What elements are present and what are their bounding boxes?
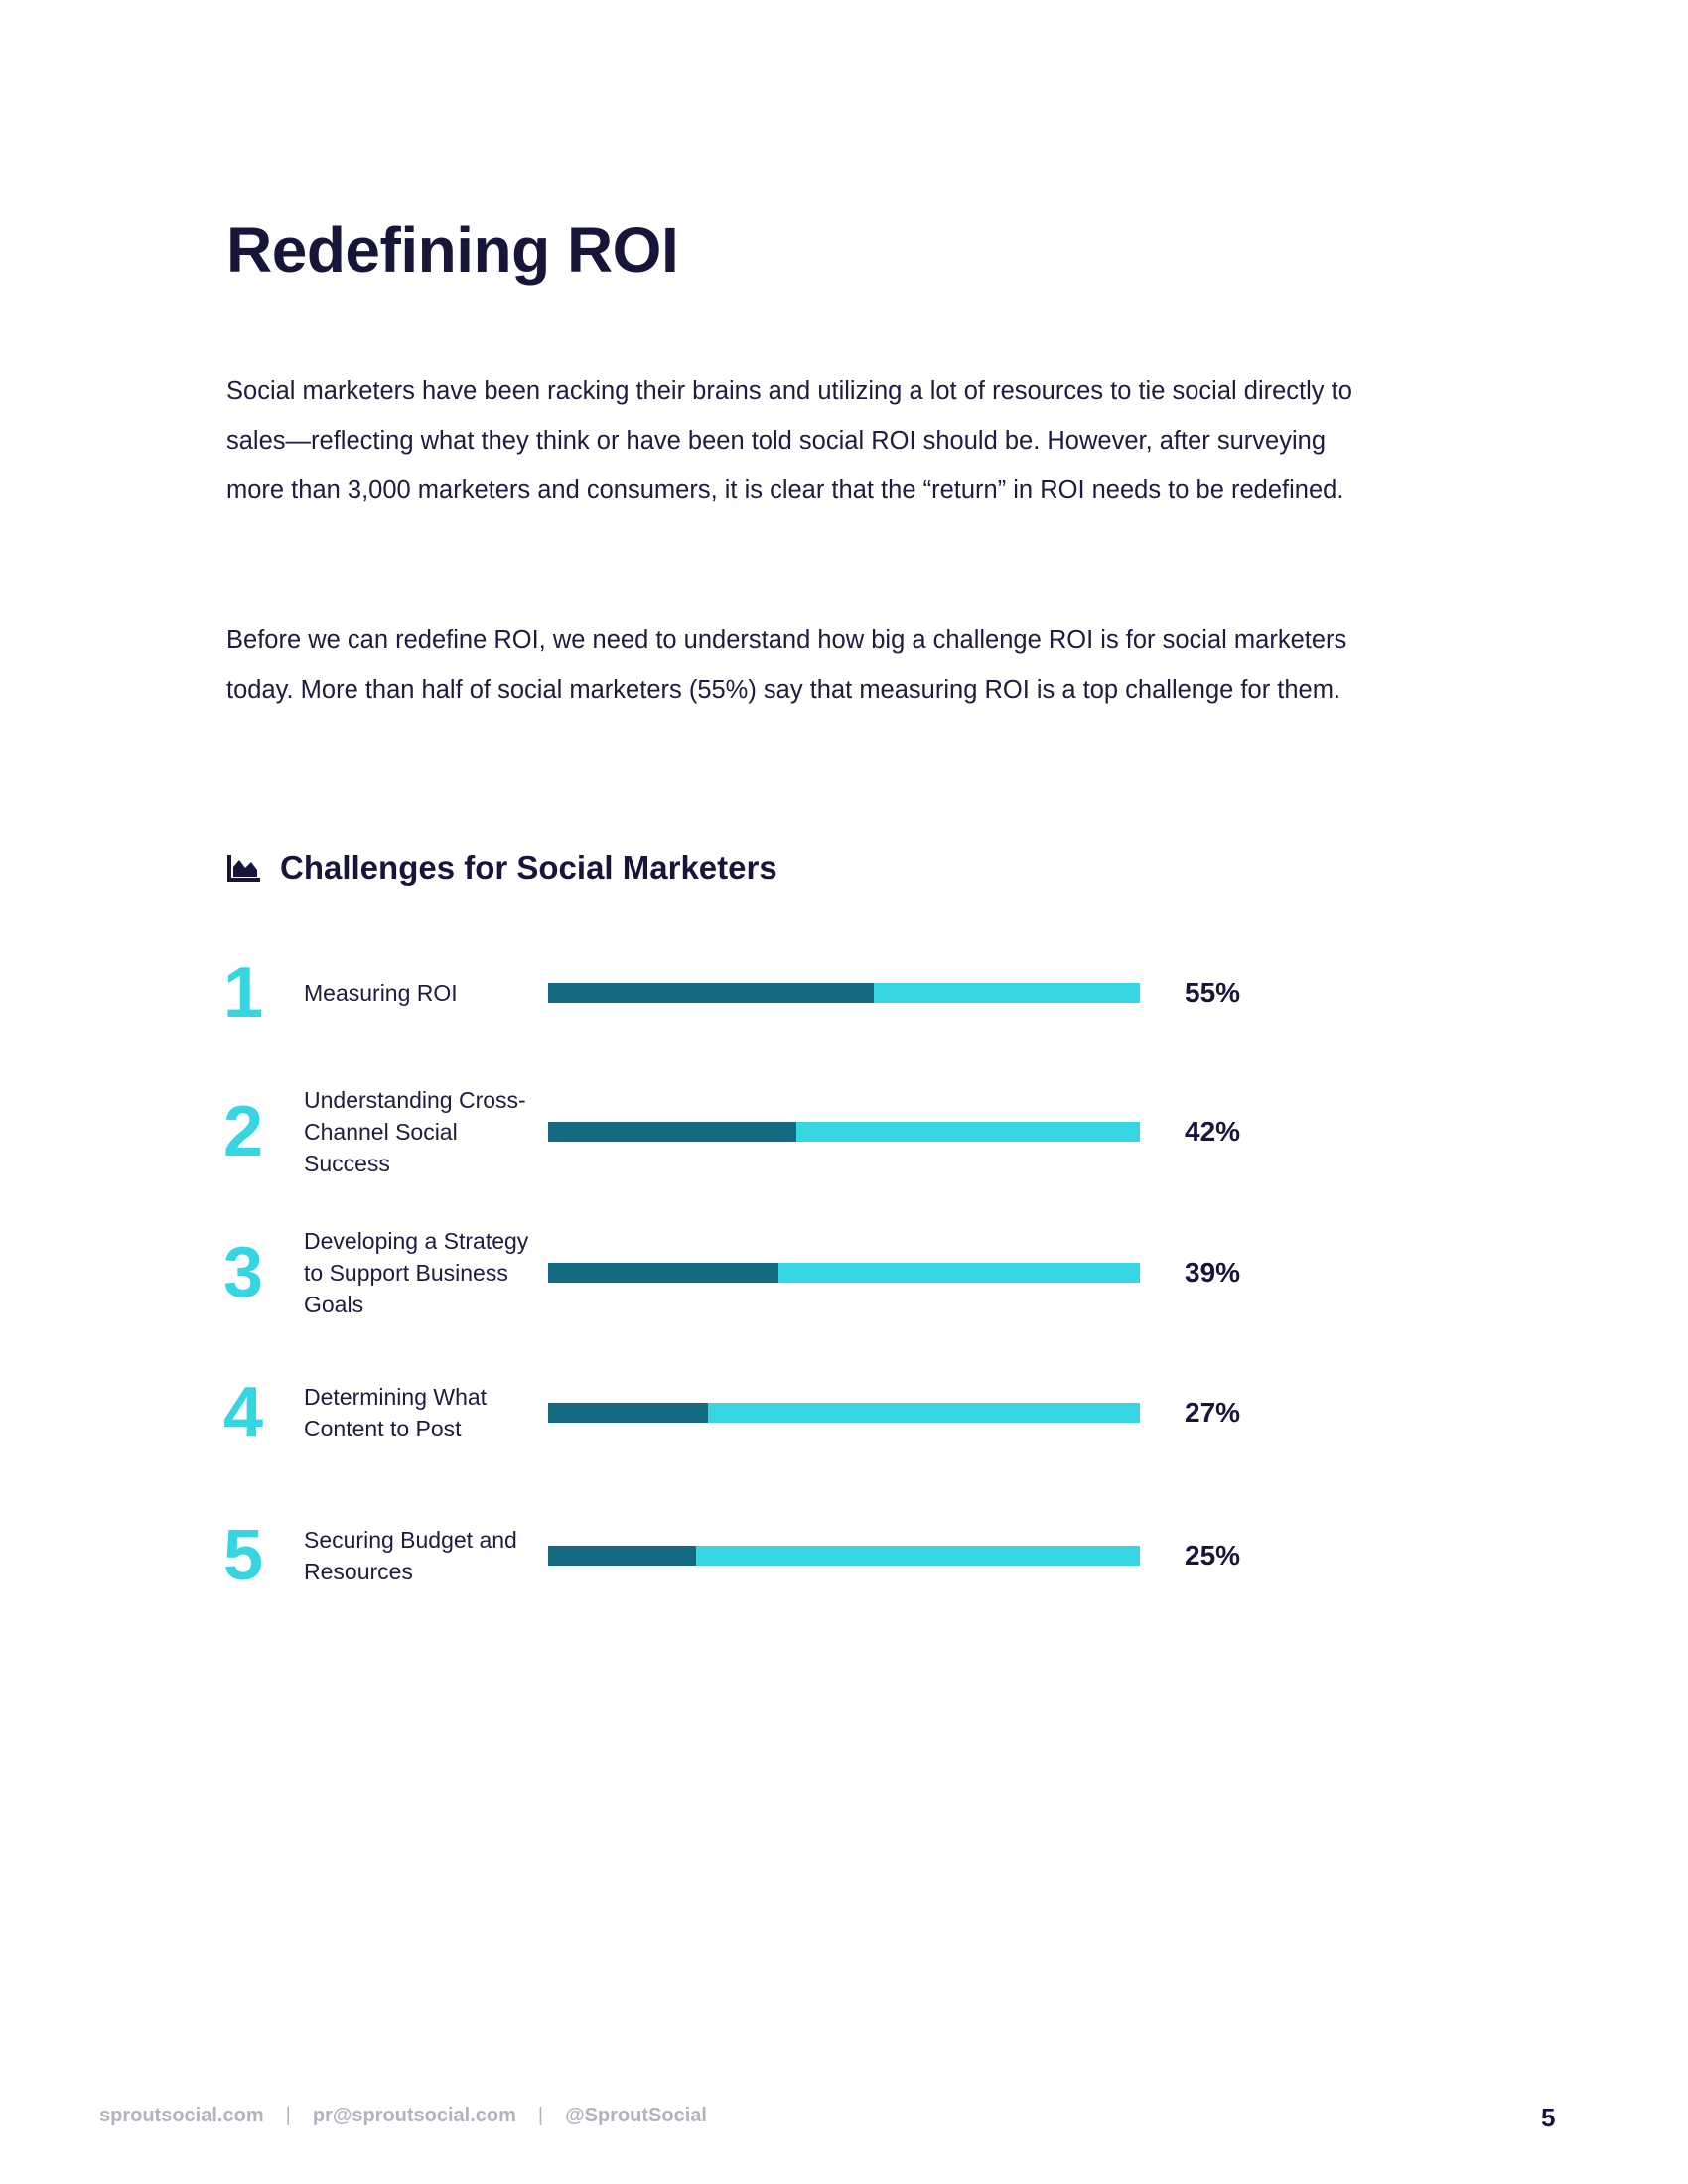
category-label: Understanding Cross-Channel Social Success — [304, 1087, 526, 1176]
rank-number: 5 — [223, 1516, 264, 1595]
intro-paragraph: Social marketers have been racking their brains and utilizing a lot of resources to tie social directly to sales—reflecting what they think or have been told social ROI should be. However, after surveying more than 3,000 marketers and consumers, it is clear that the “return” in ROI needs to be redefined. — [226, 377, 1352, 504]
footer-email-link[interactable]: pr@sproutsocial.com — [312, 2105, 516, 2126]
category-label: Securing Budget and Resources — [304, 1527, 517, 1584]
area-chart-icon — [226, 853, 262, 883]
footer-separator: | — [537, 2105, 544, 2126]
footer — [99, 2105, 707, 2127]
value-label: 55% — [1185, 977, 1241, 1008]
footer-separator: | — [285, 2105, 291, 2126]
bar-track — [548, 1403, 1140, 1423]
value-label: 25% — [1185, 1540, 1241, 1570]
value-label: 27% — [1185, 1397, 1241, 1428]
bar-value — [548, 1122, 796, 1142]
bar-value — [548, 1403, 708, 1423]
footer-social-handle-link[interactable]: @SproutSocial — [565, 2105, 707, 2126]
rank-number: 3 — [223, 1233, 264, 1312]
bar-track — [548, 983, 1140, 1003]
category-label: Developing a Strategy to Support Business Goals — [304, 1228, 529, 1317]
rank-number: 1 — [223, 953, 264, 1032]
category-label: Measuring ROI — [304, 980, 458, 1006]
chart-header — [226, 846, 777, 889]
chart-title: Challenges for Social Marketers — [280, 849, 777, 886]
bar-value — [548, 983, 874, 1003]
challenge-paragraph: Before we can redefine ROI, we need to understand how big a challenge ROI is for social marketers today. More than half of social marketers (55%) say that measuring ROI is a top challenge for them. — [226, 626, 1347, 704]
rank-number: 4 — [223, 1373, 264, 1452]
rank-number: 2 — [223, 1092, 264, 1171]
bar-track — [548, 1263, 1140, 1283]
bar-value — [548, 1263, 778, 1283]
bar-track — [548, 1122, 1140, 1142]
value-label: 42% — [1185, 1116, 1241, 1147]
page-number: 5 — [1541, 2103, 1556, 2132]
page-title: Redefining ROI — [226, 214, 679, 286]
bar-track — [548, 1546, 1140, 1566]
value-label: 39% — [1185, 1257, 1241, 1288]
category-label: Determining What Content to Post — [304, 1384, 488, 1441]
bar-value — [548, 1546, 696, 1566]
footer-website-link[interactable]: sproutsocial.com — [99, 2105, 264, 2126]
